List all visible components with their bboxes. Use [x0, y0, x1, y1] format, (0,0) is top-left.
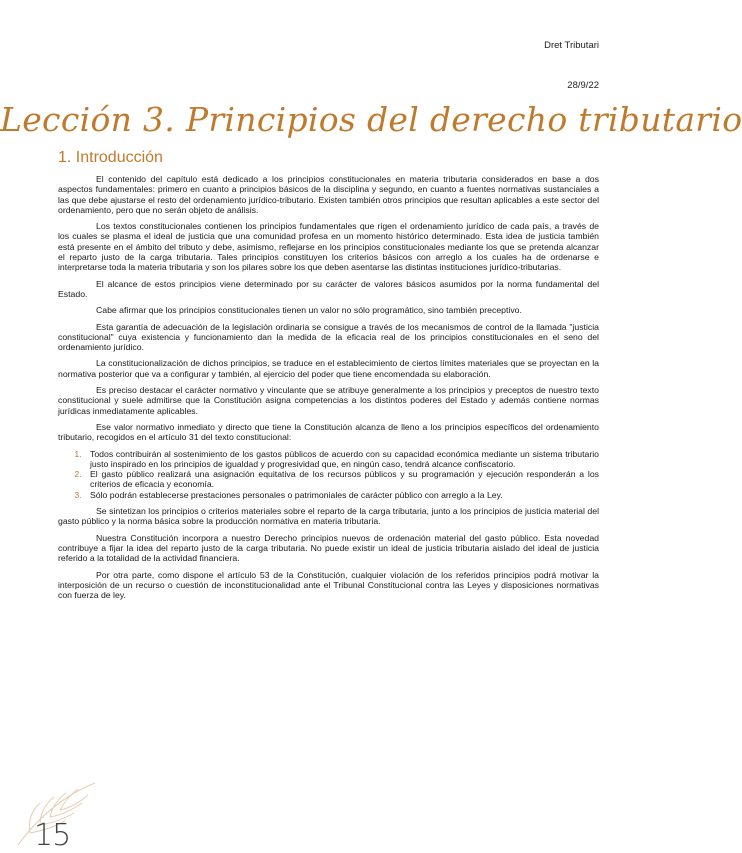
paragraph: Es preciso destacar el carácter normativo y vinculante que se atribuye generalmente a los principios y preceptos de nuestro texto constitucional y suele admitirse que la Constitución asigna competencias a los distintos poderes del Estado y además contiene normas jurídicas inmediatamente aplicables. — [58, 385, 599, 416]
paragraph: Cabe afirmar que los principios constitucionales tienen un valor no sólo programático, sino también preceptivo. — [96, 305, 522, 316]
paragraph: La constitucionalización de dichos principios, se traduce en el establecimiento de ciertos límites materiales que se proyectan en la normativa posterior que va a configurar y también, al ejercicio del poder que tiene encomendada su elaboración. — [58, 358, 599, 379]
paragraph: Esta garantía de adecuación de la legislación ordinaria se consigue a través de los mecanismos de control de la llamada "justicia constitucional" cuya existencia y funcionamiento dan la medida de la eficacia real de los principios constitucionales en el seno del ordenamiento jurídico. — [58, 321, 599, 353]
page-title: Lección 3. Principios del derecho tributario — [0, 100, 742, 139]
paragraph: Nuestra Constitución incorpora a nuestro Derecho principios nuevos de ordenación material del gasto público. Esta novedad contribuye a fijar la idea del reparto justo de la carga tributaria. No puede existir un ideal de justicia tributaria aislado del ideal de justicia referido a la totalidad de la actividad financiera. — [58, 532, 599, 564]
paragraph: El contenido del capítulo está dedicado a los principios constitucionales en materia tributaria considerados en base a dos aspectos fundamentales: primero en cuanto a principios básicos de la disciplina y segundo, en cuanto a fuentes normativas sustanciales a las que debe ajustarse el resto del ordenamiento jurídico-tributario. Existen también otros principios que resultan aplicables a este sector del ordenamiento, pero que no serán objeto de análisis. — [58, 174, 599, 215]
article-31-list — [58, 449, 599, 500]
header-date: 28/9/22 — [567, 80, 599, 91]
paragraph: Los textos constitucionales contienen los principios fundamentales que rigen el ordenamiento jurídico de cada país, a través de los cuales se plasma el ideal de justicia que una comunidad profesa en un momento histórico determinado. Esta idea de justicia también está presente en el ámbito del tributo y debe, asimismo, reflejarse en los principios constitucionales mediante los que se pretenda alcanzar el reparto justo de la carga tributaria. Tales principios constituyen los criterios básicos con arreglo a los cuales ha de ordenarse e interpretarse toda la materia tributaria y son los pilares sobre los que deben asentarse las distintas instituciones jurídico-tributarias. — [58, 221, 599, 273]
header-course: Dret Tributari — [544, 40, 599, 51]
section-title: 1. Introducción — [58, 149, 163, 166]
page-number: 15 — [34, 818, 71, 853]
list-item: 3. Sólo podrán establecerse prestaciones personales o patrimoniales de carácter público con arreglo a la Ley. — [84, 490, 599, 500]
document-body — [58, 174, 599, 606]
list-item: 2. El gasto público realizará una asignación equitativa de los recursos públicos y su programación y ejecución responderán a los criterios de eficacia y economía. — [84, 469, 599, 490]
paragraph: Ese valor normativo inmediato y directo que tiene la Constitución alcanza de lleno a los principios específicos del ordenamiento tributario, recogidos en el artículo 31 del texto constitucional: — [58, 421, 599, 443]
paragraph: Por otra parte, como dispone el artículo 53 de la Constitución, cualquier violación de los referidos principios podrá motivar la interposición de un recurso o cuestión de inconstitucionalidad ante el Tribunal Constitucional contra las Leyes y disposiciones normativas con fuerza de ley. — [58, 569, 599, 601]
list-item: 1. Todos contribuirán al sostenimiento de los gastos públicos de acuerdo con su capacidad económica mediante un sistema tributario justo inspirado en los principios de igualdad y progresividad que, en ningún caso, tendrá alcance confiscatorio. — [84, 449, 599, 470]
paragraph: Se sintetizan los principios o criterios materiales sobre el reparto de la carga tributaria, junto a los principios de justicia material del gasto público y la norma básica sobre la producción normativa en materia tributaria. — [58, 506, 599, 527]
paragraph: El alcance de estos principios viene determinado por su carácter de valores básicos asumidos por la norma fundamental del Estado. — [58, 278, 599, 299]
